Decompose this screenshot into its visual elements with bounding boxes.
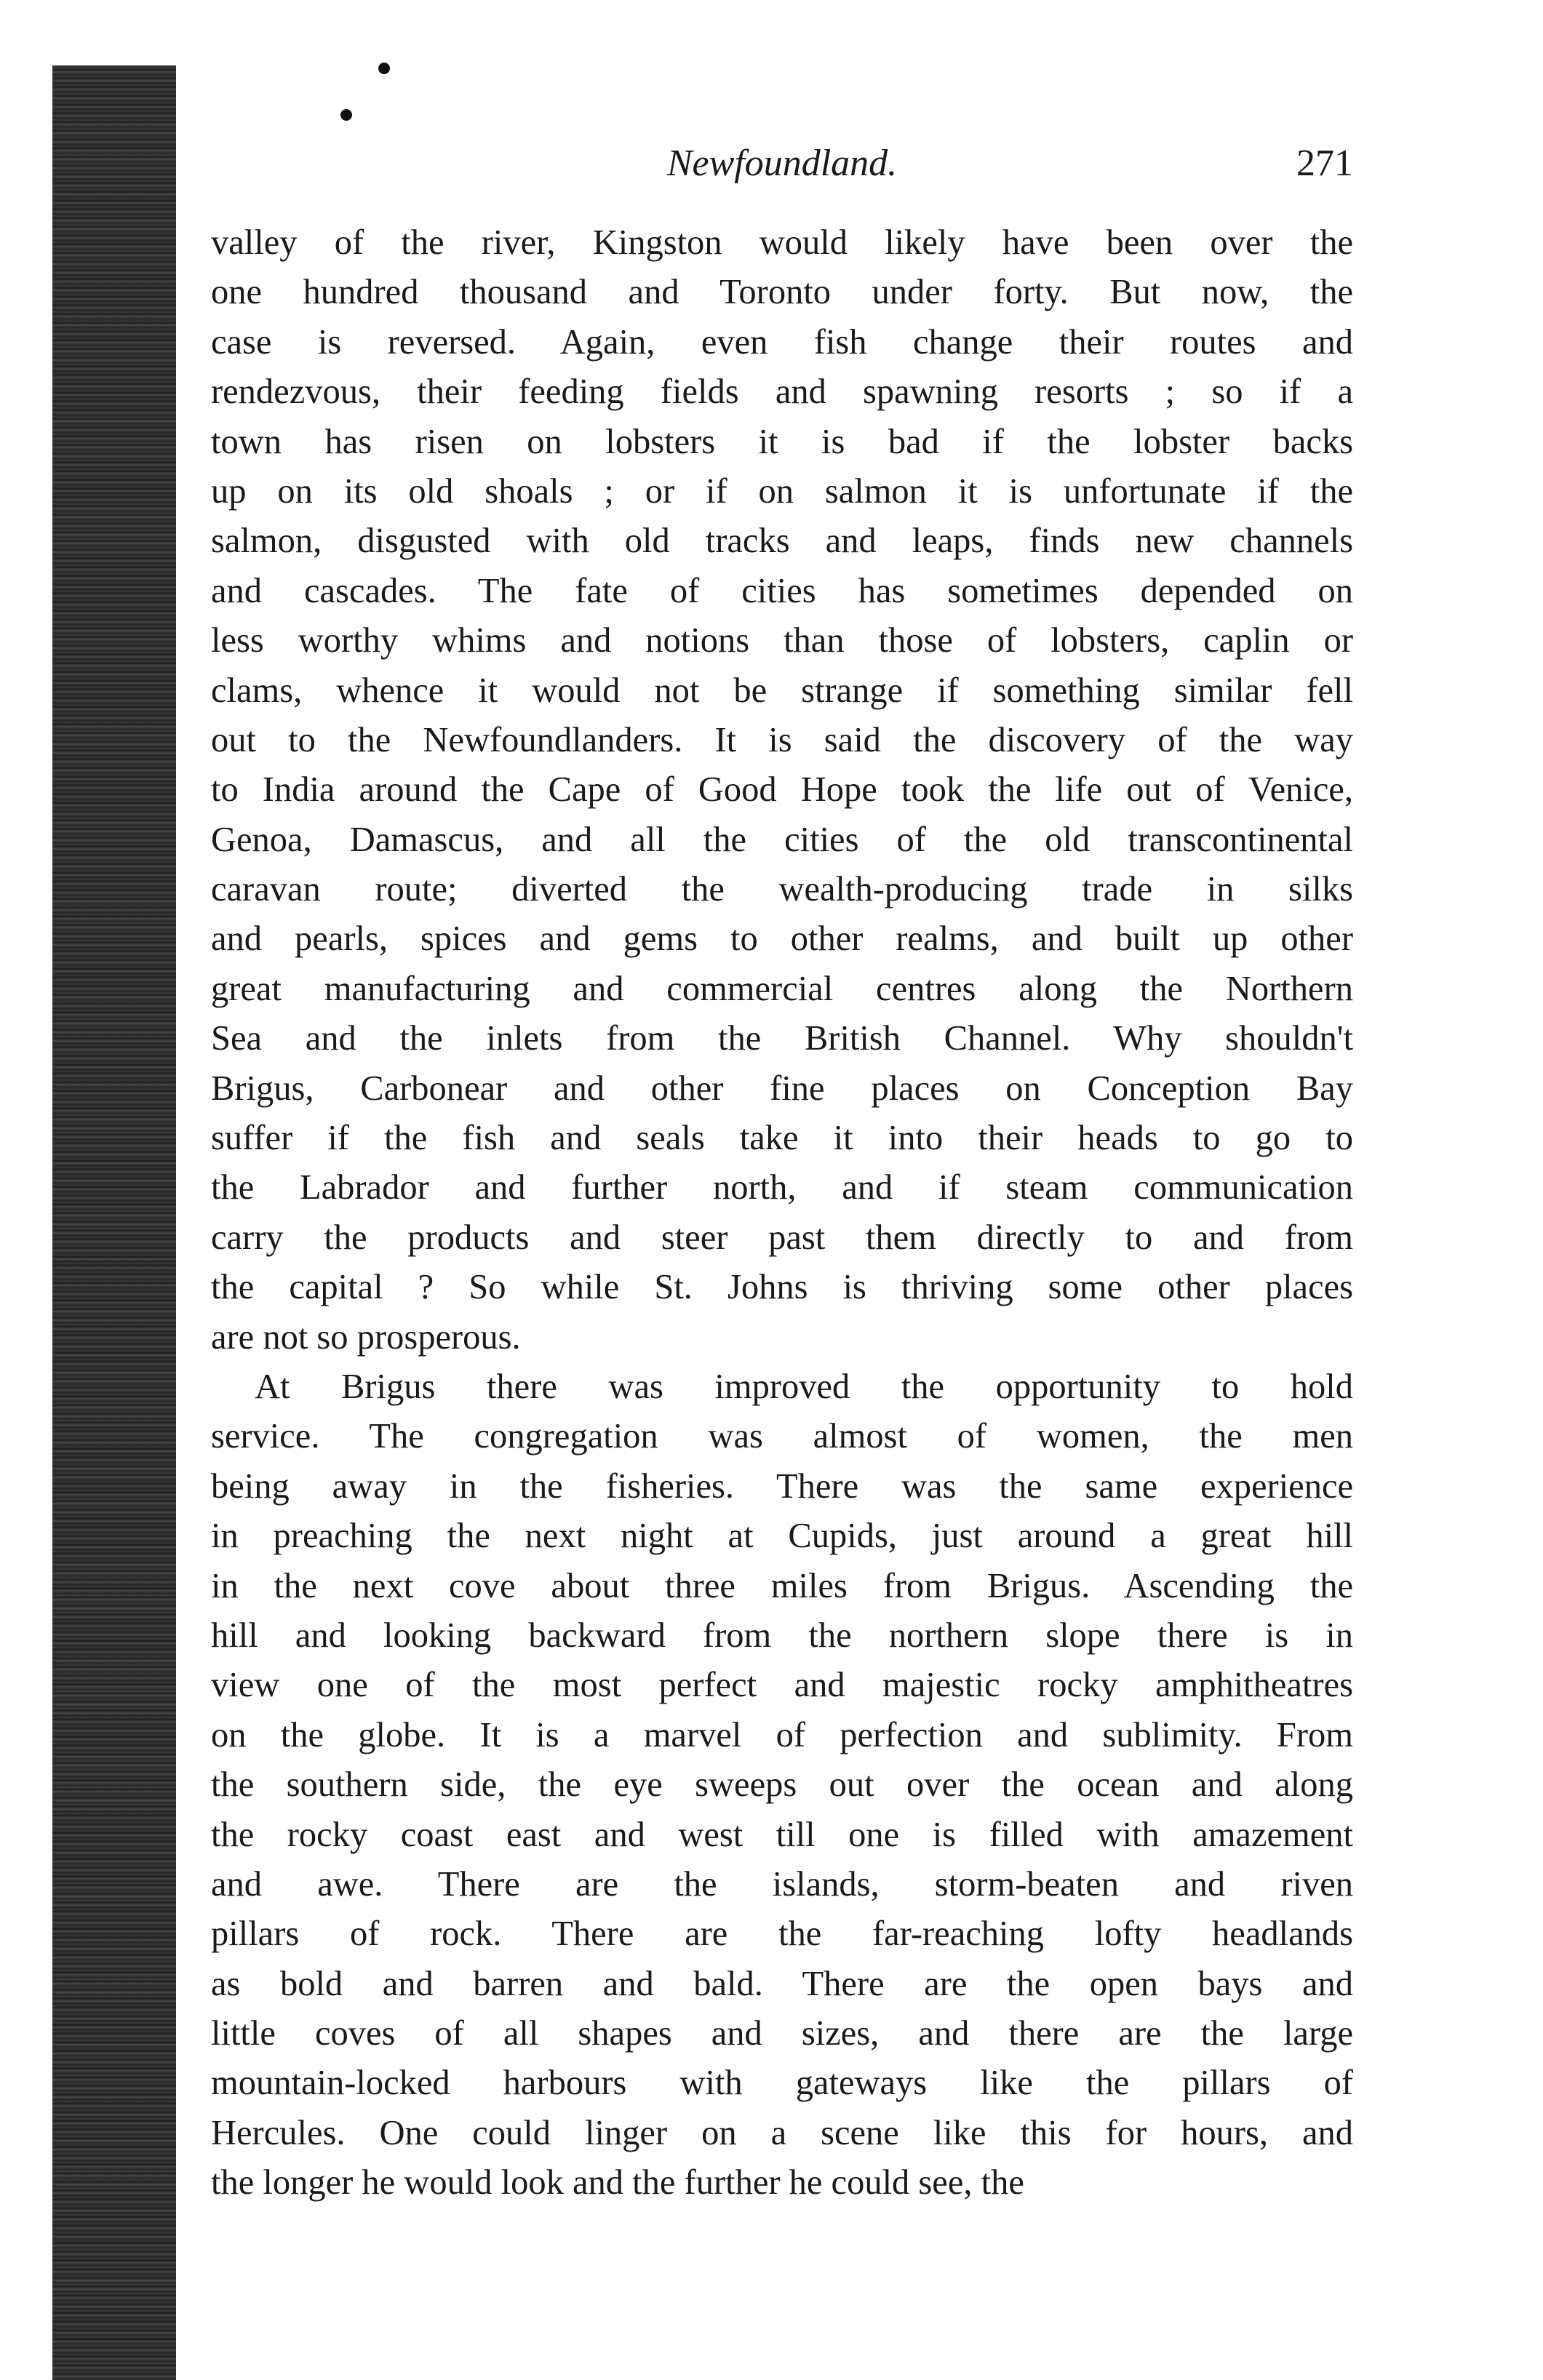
scan-speck: [340, 109, 352, 121]
text-line: valley of the river, Kingston would likely have been over the: [211, 223, 1353, 262]
text-line: caravan route; diverted the wealth-producing trade in silks: [211, 870, 1353, 909]
text-line: service. The congregation was almost of women, the men: [211, 1417, 1353, 1456]
text-line: Genoa, Damascus, and all the cities of the old transcontinental: [211, 820, 1353, 859]
text-line: view one of the most perfect and majestic rocky amphitheatres: [211, 1666, 1353, 1705]
text-line: hill and looking backward from the northern slope there is in: [211, 1616, 1353, 1655]
text-line: carry the products and steer past them directly to and from: [211, 1218, 1353, 1257]
text-line: suffer if the fish and seals take it into their heads to go to: [211, 1119, 1353, 1158]
text-line: town has risen on lobsters it is bad if the lobster backs: [211, 422, 1353, 461]
running-head: [211, 138, 1353, 189]
scanned-binding-edge: [52, 65, 176, 2380]
text-line: pillars of rock. There are the far-reaching lofty headlands: [211, 1914, 1353, 1954]
text-line: little coves of all shapes and sizes, and there are the large: [211, 2014, 1353, 2053]
text-line: great manufacturing and commercial centres along the Northern: [211, 969, 1353, 1008]
text-line: the longer he would look and the further he could see, the: [211, 2163, 1024, 2203]
text-line: Hercules. One could linger on a scene like this for hours, and: [211, 2113, 1353, 2152]
text-line: rendezvous, their feeding fields and spawning resorts ; so if a: [211, 372, 1353, 412]
text-line: in preaching the next night at Cupids, just around a great hill: [211, 1517, 1353, 1556]
text-line: the Labrador and further north, and if steam communication: [211, 1168, 1353, 1207]
text-line: and pearls, spices and gems to other realms, and built up other: [211, 919, 1353, 959]
text-body: [211, 218, 1353, 2208]
text-line: one hundred thousand and Toronto under forty. But now, the: [211, 273, 1353, 312]
paragraph: [211, 1362, 1353, 2208]
text-line: out to the Newfoundlanders. It is said the discovery of the way: [211, 720, 1353, 759]
page-number: 271: [1296, 143, 1353, 184]
text-line: clams, whence it would not be strange if something similar fell: [211, 671, 1353, 710]
text-line: in the next cove about three miles from Brigus. Ascending the: [211, 1566, 1353, 1605]
text-line: and cascades. The fate of cities has sometimes depended on: [211, 571, 1353, 610]
scan-speck: [378, 63, 390, 74]
paragraph: [211, 218, 1353, 1362]
text-line: are not so prosperous.: [211, 1317, 521, 1357]
text-line: on the globe. It is a marvel of perfection and sublimity. From: [211, 1715, 1353, 1754]
text-line: Sea and the inlets from the British Channel. Why shouldn't: [211, 1019, 1353, 1058]
running-title: Newfoundland.: [666, 143, 898, 184]
text-line: as bold and barren and bald. There are the open bays and: [211, 1964, 1353, 2003]
text-line: to India around the Cape of Good Hope took the life out of Venice,: [211, 770, 1353, 810]
text-line: Brigus, Carbonear and other fine places on Conception Bay: [211, 1069, 1353, 1108]
text-line: the southern side, the eye sweeps out over the ocean and along: [211, 1765, 1353, 1805]
text-line: the capital ? So while St. Johns is thriving some other places: [211, 1268, 1353, 1307]
text-line: mountain-locked harbours with gateways like the pillars of: [211, 2064, 1353, 2103]
text-line: At Brigus there was improved the opportunity to hold: [255, 1367, 1353, 1406]
text-line: salmon, disgusted with old tracks and leaps, finds new channels: [211, 522, 1353, 561]
text-line: being away in the fisheries. There was the same experience: [211, 1466, 1353, 1506]
text-line: and awe. There are the islands, storm-beaten and riven: [211, 1864, 1353, 1904]
text-line: case is reversed. Again, even fish change their routes and: [211, 322, 1353, 362]
text-line: less worthy whims and notions than those of lobsters, caplin or: [211, 621, 1353, 660]
text-line: up on its old shoals ; or if on salmon it is unfortunate if the: [211, 471, 1353, 511]
text-line: the rocky coast east and west till one is filled with amazement: [211, 1815, 1353, 1854]
